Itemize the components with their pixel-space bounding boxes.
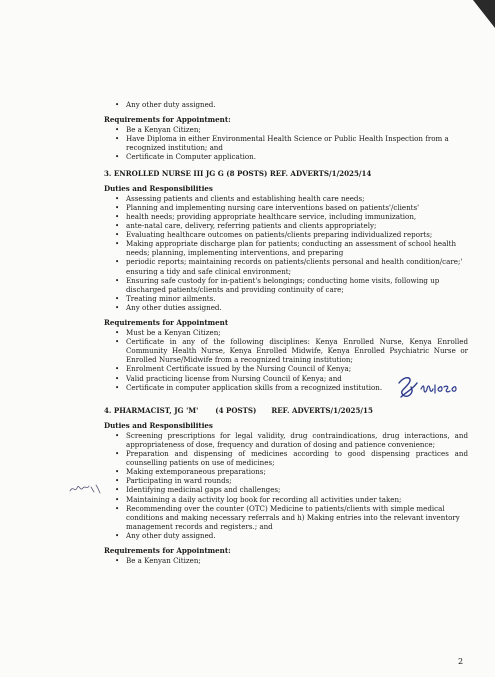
list-item: • Assessing patients and clients and establishing health care needs; — [104, 194, 468, 203]
list-item: • Have Diploma in either Environmental Health Science or Public Health Inspection from a recognized institution; and — [104, 134, 468, 152]
list-item: • Recommending over the counter (OTC) Medicine to patients/clients with simple medical conditions and making necessary referrals and h) Making entries into the relevant inventory management records and registers.; and — [104, 504, 468, 531]
section-title-enrolled-nurse: 3. ENROLLED NURSE III JG G (8 POSTS) REF. ADVERTS/1/2025/14 — [104, 168, 372, 178]
section-title-pharmacist — [104, 406, 468, 415]
list-item: • Certificate in Computer application. — [104, 152, 468, 161]
duties-list — [104, 431, 468, 540]
list-item: • Any other duties assigned. — [104, 303, 468, 312]
list-item: • periodic reports; maintaining records on patients/clients personal and health condition/care;' ensuring a tidy and safe clinical environment; — [104, 257, 468, 275]
list-item: • Participating in ward rounds; — [104, 476, 468, 485]
list-item: • Making appropriate discharge plan for patients; conducting an assessment of school health needs; planning, implementing interventions, and preparing — [104, 239, 468, 257]
list-item: • Screening prescriptions for legal validity, drug contraindications, drug interactions, and appropriateness of dose, frequency and duration of dosing and patience convenience; — [104, 431, 468, 449]
margin-scribble — [68, 479, 102, 497]
handwritten-signature — [395, 373, 473, 403]
list-item: • Any other duty assigned. — [104, 531, 468, 540]
list-item: • ante-natal care, delivery, referring patients and clients appropriately; — [104, 221, 468, 230]
requirements-list — [104, 125, 468, 161]
title-part: (4 POSTS) — [215, 405, 257, 415]
list-item: • Evaluating healthcare outcomes on patients/clients preparing individualized reports; — [104, 230, 468, 239]
list-item: • Preparation and dispensing of medicines according to good dispensing practices and counselling patients on use of medicines; — [104, 449, 468, 467]
list-item: • Certificate in computer application skills from a recognized institution. — [104, 383, 468, 392]
duties-heading: Duties and Responsibilities — [104, 183, 213, 193]
list-item: • Be a Kenyan Citizen; — [104, 556, 468, 565]
duties-heading: Duties and Responsibilities — [104, 420, 213, 430]
page-corner-shadow — [473, 0, 495, 28]
list-item: • Must be a Kenyan Citizen; — [104, 328, 468, 337]
top-duty-list — [104, 100, 468, 109]
list-item: • Valid practicing license from Nursing Council of Kenya; and — [104, 374, 468, 383]
list-item: • health needs; providing appropriate healthcare service, including immunization, — [104, 212, 468, 221]
list-item: • Any other duty assigned. — [104, 100, 468, 109]
list-item: • Planning and implementing nursing care interventions based on patients'/clients' — [104, 203, 468, 212]
title-part: REF. ADVERTS/1/2025/15 — [271, 405, 373, 415]
requirements-list — [104, 556, 468, 565]
duties-list — [104, 194, 468, 312]
requirements-heading: Requirements for Appointment: — [104, 546, 231, 556]
document-body — [104, 99, 468, 565]
requirements-heading: Requirements for Appointment: — [104, 115, 231, 125]
list-item: • Identifying medicinal gaps and challenges; — [104, 485, 468, 494]
requirements-heading: Requirements for Appointment — [104, 317, 229, 327]
page-number: 2 — [458, 657, 464, 666]
title-part: 4. PHARMACIST, JG 'M' — [104, 405, 199, 415]
list-item: • Be a Kenyan Citizen; — [104, 125, 468, 134]
list-item: • Enrolment Certificate issued by the Nursing Council of Kenya; — [104, 364, 468, 373]
list-item: • Ensuring safe custody for in-patient's belongings; conducting home visits, following up discharged patients/clients and providing continuity of care; — [104, 276, 468, 294]
list-item: • Certificate in any of the following disciplines: Kenya Enrolled Nurse, Kenya Enrolled Community Health Nurse, Kenya Enrolled Midwife, Kenya Enrolled Psychiatric Nurse or Enrolled Nurse/Midwife from a recognized training institution; — [104, 337, 468, 364]
list-item: • Treating minor ailments. — [104, 294, 468, 303]
list-item: • Making extemporaneous preparations; — [104, 467, 468, 476]
list-item: • Maintaining a daily activity log book for recording all activities under taken; — [104, 495, 468, 504]
